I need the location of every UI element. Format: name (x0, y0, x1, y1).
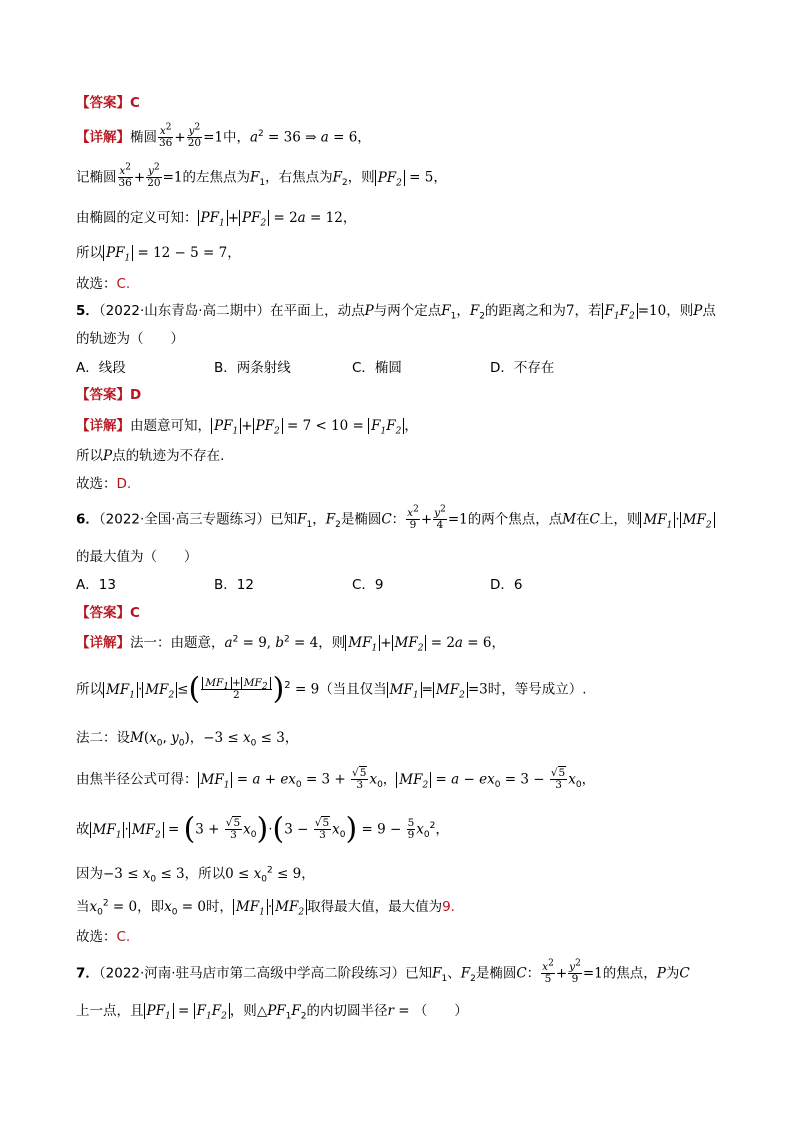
q6-answer: C (130, 605, 140, 621)
q6-stem-line1: 6．（2022·全国·高三专题练习）已知$F_1$，$F_2$是椭圆C： $\frac{x^2}{9}$ + $\frac{y^2}{4}$ =1的两个焦点，点M在C上，则 $MF_1 \cdot MF_2$ (76, 508, 734, 531)
q5-number: 5． (76, 303, 99, 319)
q5-answer-line: 【答案】D (76, 387, 142, 403)
q6-method2-line5: 当$x_0^2 = 0$，即$x_0 = 0$时， $MF_1 \cdot MF_2$ 取得最大值，最大值为9. (76, 898, 455, 918)
q6-choose: 故选：C. (76, 929, 131, 945)
q4-detail-line1: 【详解】椭圆 $\frac{x^2}{36}$ + $\frac{y^2}{20}$ =1中，$a^2 = 36$ ⇒ a = 6， (76, 122, 371, 149)
q5-detail-line1: 【详解】由题意可知， $PF_1 + PF_2 = 7 < 10 = F_1F_2$ ， (76, 418, 418, 437)
q4-detail-line2: 记椭圆 $\frac{x^2}{36}$ + $\frac{y^2}{20}$ =1的左焦点为$F_1$，右焦点为$F_2$，则 $PF_2 = 5$， (76, 162, 447, 189)
q6-stem-line2: 的最大值为（ ） (76, 549, 198, 565)
q5-option-d: D．不存在 (490, 360, 555, 376)
q5-answer: D (130, 387, 142, 403)
q5-choose: 故选：D. (76, 476, 132, 492)
q6-number: 6． (76, 511, 99, 528)
q5-option-a: A．线段 (76, 360, 126, 376)
q6-method2-line2: 由焦半径公式可得： $MF_1 = a + ex_0 = 3$ + $\frac{√5}{3}$ $x_0$， $MF_2 = a - ex_0 = 3$ − $\frac{√5}{3}$ $x_0$， (76, 767, 596, 791)
q4-answer: C (130, 95, 140, 111)
q4-choose: 故选：C. (76, 276, 131, 292)
q4-detail-line3: 由椭圆的定义可知： $PF_1 + PF_2 = 2a = 12$， (76, 210, 357, 229)
q7-number: 7． (76, 965, 99, 982)
q6-option-b: B．12 (214, 577, 254, 593)
q6-answer-line: 【答案】C (76, 605, 140, 621)
q5-options (76, 357, 734, 379)
q6-method2-line4: 因为$-3 \le x_0 \le 3$，所以$0 \le x_0^2 \le 9$， (76, 865, 315, 885)
q5-stem-line2: 的轨迹为（ ） (76, 331, 184, 347)
q7-stem-line2: 上一点，且 $PF_1 = F_1F_2$ ，则$\triangle PF_1F_2$的内切圆半径r = （ ） (76, 1003, 468, 1022)
q6-option-a: A．13 (76, 577, 116, 593)
q6-option-c: C．9 (352, 577, 384, 593)
q4-answer-line (76, 92, 734, 114)
q5-detail-line2: 所以P点的轨迹为不存在. (76, 448, 225, 464)
q5-option-b: B．两条射线 (214, 360, 291, 376)
q5-stem-line1: 5．（2022·山东青岛·高二期中）在平面上，动点P与两个定点$F_1$，$F_2$的距离之和为7，若 $F_1F_2 =10$，则P点 (76, 303, 716, 322)
q6-option-d: D．6 (490, 577, 523, 593)
q5-option-c: C．椭圆 (352, 360, 402, 376)
q6-method1-line2: 所以 $MF_1 \cdot MF_2$ ≤( $\frac{MF_1 + MF_2}{2}$ )$^2$ = 9（当且仅当 $MF_1 = MF_2 =3$时，等号成立）. (76, 671, 587, 707)
q7-stem-line1: 7．（2022·河南·驻马店市第二高级中学高二阶段练习）已知$F_1$、$F_2$是椭圆C： $\frac{x^2}{5}$ + $\frac{y^2}{9}$ =1的焦点，P为C (76, 958, 690, 985)
q6-method2-line1: 法二：设$M(x_0$, $y_0$)，$-3 \le x_0 \le 3$， (76, 730, 299, 749)
q6-source: （2022·全国·高三专题练习） (98, 511, 271, 528)
q7-source: （2022·河南·驻马店市第二高级中学高二阶段练习） (98, 965, 406, 982)
q4-detail-line4: 所以 $PF_1 = 12 - 5 = 7$， (76, 245, 241, 264)
answer-tag: 【答案】 (76, 95, 130, 111)
q6-method1-line1: 【详解】法一：由题意，$a^2 = 9$, $b^2 = 4$，则 $MF_1 + MF_2 = 2a = 6$， (76, 634, 505, 654)
q5-source: （2022·山东青岛·高二期中） (98, 303, 271, 319)
q6-options (76, 574, 734, 596)
q6-method2-line3: 故 $MF_1 \cdot MF_2 = (3$ + $\frac{√5}{3}$ $x_0)\cdot(3$ − $\frac{√5}{3}$ $x_0) = 9$ − $\frac{5}{9}$ $x_0^2$， (76, 811, 449, 847)
